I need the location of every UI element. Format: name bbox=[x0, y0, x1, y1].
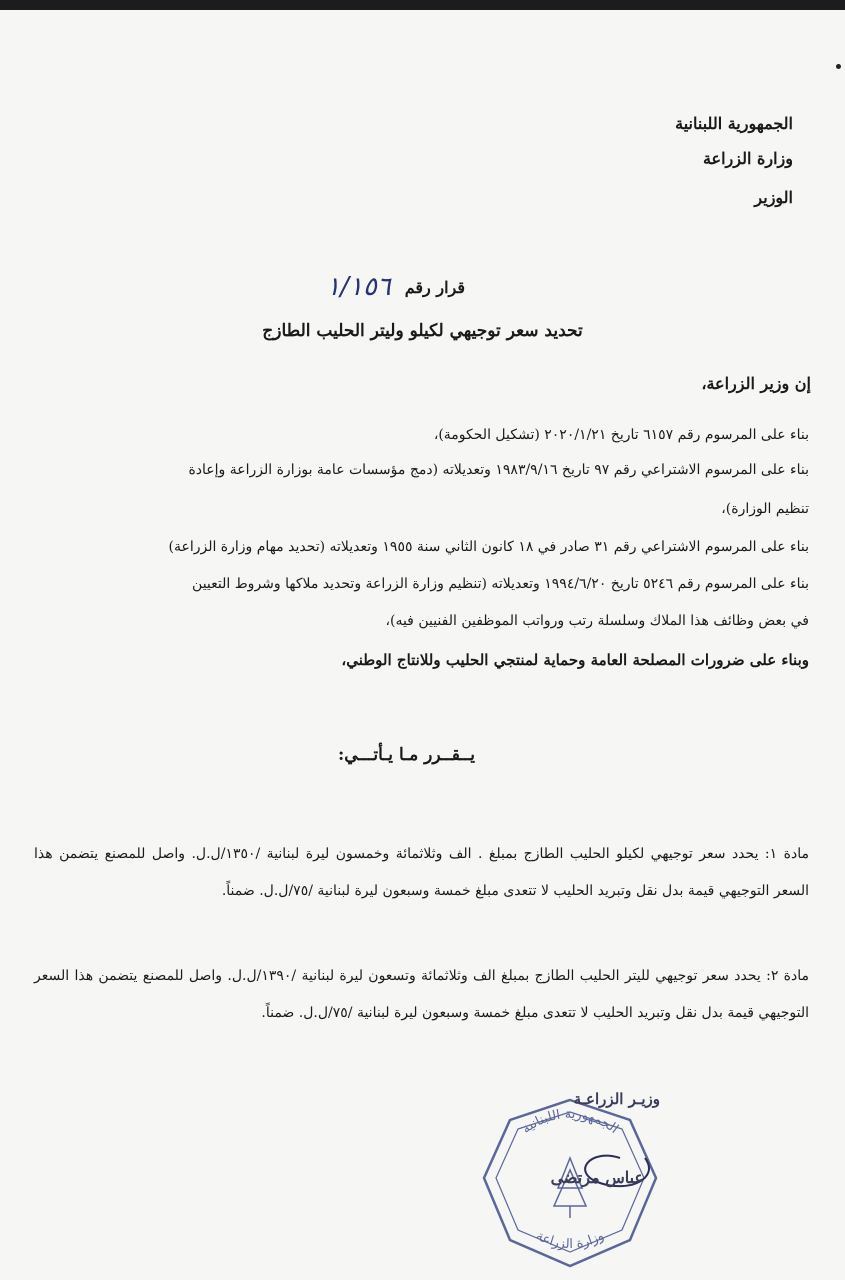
preamble-line: وبناء على ضرورات المصلحة العامة وحماية لمنتجي الحليب وللانتاج الوطني، bbox=[341, 651, 809, 669]
preamble-line: تنظيم الوزارة)، bbox=[721, 501, 809, 517]
decision-label: قرار رقم bbox=[404, 277, 465, 297]
signature-name: عباس مرتضى bbox=[550, 1168, 644, 1187]
preamble-line: بناء على المرسوم رقم ٦١٥٧ تاريخ ٢٠٢٠/١/٢١ (تشكيل الحكومة)، bbox=[433, 427, 809, 443]
signature-block bbox=[470, 1078, 690, 1268]
preamble-line: بناء على المرسوم الاشتراعي رقم ٩٧ تاريخ ١٩٨٣/٩/١٦ وتعديلاته (دمج مؤسسات عامة بوزارة الزراعة وإعادة bbox=[188, 462, 809, 478]
opening-line: إن وزير الزراعة، bbox=[701, 374, 811, 393]
stamp-bottom-text: وزارة الزراعة bbox=[533, 1228, 607, 1253]
decides-heading: يــقــرر مـا يـأتـــي: bbox=[338, 745, 475, 765]
preamble-line: بناء على المرسوم رقم ٥٢٤٦ تاريخ ١٩٩٤/٦/٢٠ وتعديلاته (تنظيم وزارة الزراعة وتحديد ملاكها وشروط التعيين bbox=[192, 576, 809, 592]
svg-text:وزارة الزراعة bbox=[533, 1229, 606, 1253]
article-1: مادة ١: يحدد سعر توجيهي لكيلو الحليب الطازج بمبلغ . الف وثلاثمائة وخمسون ليرة لبنانية /١٣٥٠/ل.ل. واصل للمصنع يتضمن هذا السعر التوجيهي قيمة بدل نقل وتبريد الحليب لا تتعدى مبلغ خمسة وسبعون ليرة لبنانية /٧٥/ل.ل. ضمناً. bbox=[34, 846, 809, 899]
preamble-line: في بعض وظائف هذا الملاك وسلسلة رتب ورواتب الموظفين الفنيين فيه)، bbox=[385, 613, 809, 629]
decision-number: ١/١٥٦ bbox=[326, 272, 391, 302]
article-2: مادة ٢: يحدد سعر توجيهي لليتر الحليب الطازج بمبلغ الف وثلاثمائة وتسعون ليرة لبنانية /١٣٩٠/ل.ل. واصل للمصنع يتضمن هذا السعر التوجيهي قيمة بدل نقل وتبريد الحليب لا تتعدى مبلغ خمسة وسبعون ليرة لبنانية /٧٥/ل.ل. ضمناً. bbox=[34, 968, 810, 1021]
subject-text: تحديد سعر توجيهي لكيلو وليتر الحليب الطازج bbox=[262, 321, 583, 341]
document-page bbox=[0, 10, 845, 1280]
scan-mark bbox=[836, 64, 841, 69]
header-minister: الوزير bbox=[754, 188, 793, 207]
header-ministry: وزارة الزراعة bbox=[702, 149, 793, 168]
signature-title: وزيـر الزراعـة bbox=[573, 1090, 660, 1108]
decision-number-line bbox=[326, 272, 465, 302]
decision-subject bbox=[0, 321, 845, 341]
stamp-top-text: الجمهورية اللبنانية bbox=[519, 1106, 621, 1137]
header-republic: الجمهورية اللبنانية bbox=[675, 114, 793, 133]
preamble-line: بناء على المرسوم الاشتراعي رقم ٣١ صادر في ١٨ كانون الثاني سنة ١٩٥٥ وتعديلاته (تحديد مهام وزارة الزراعة) bbox=[168, 539, 809, 555]
